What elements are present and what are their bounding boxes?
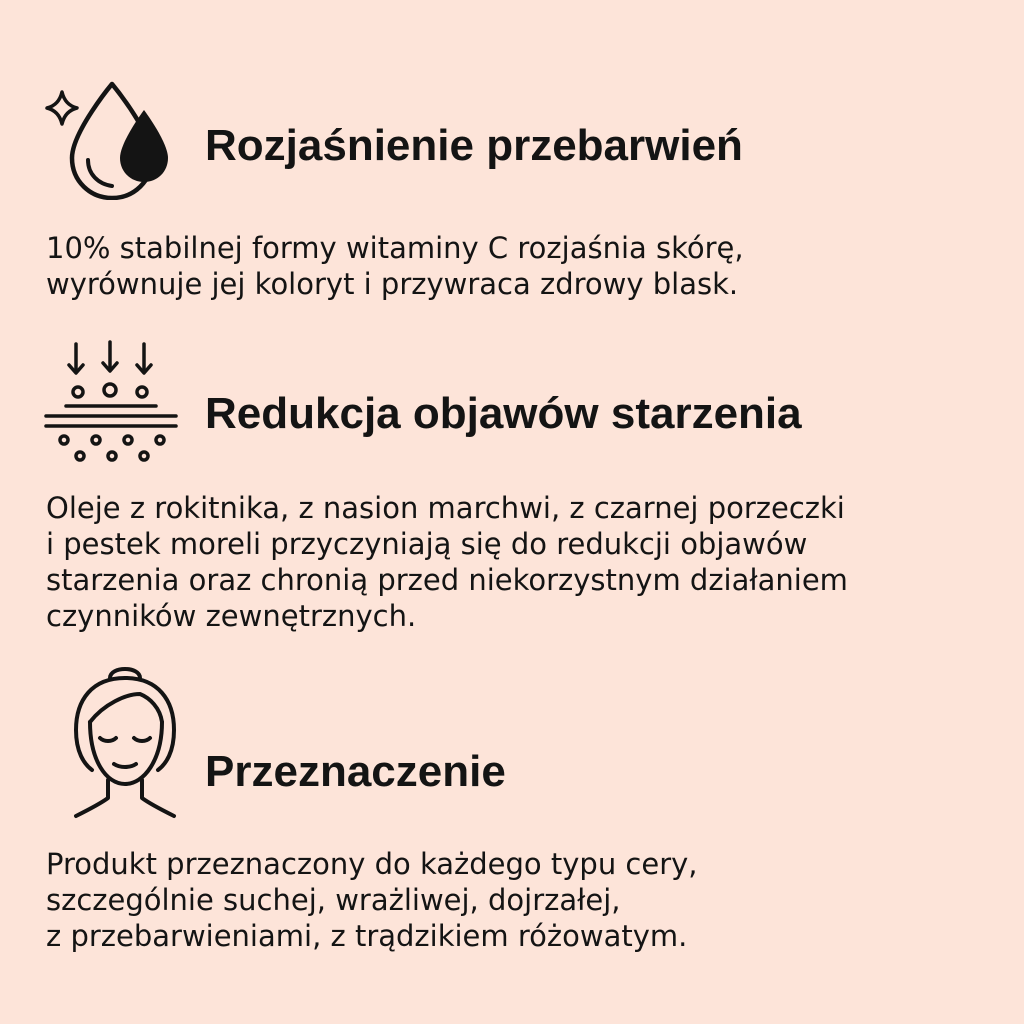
woman-face-icon (70, 660, 180, 820)
section-title-anti-aging: Redukcja objawów starzenia (205, 389, 802, 438)
text-line: i pestek moreli przyczyniają się do redukcji objawów (46, 527, 808, 561)
text-line: starzenia oraz chronią przed niekorzystnym działaniem (46, 563, 848, 597)
section-text-purpose (46, 846, 698, 954)
text-line: wyrównuje jej koloryt i przywraca zdrowy blask. (46, 267, 739, 301)
section-title-purpose: Przeznaczenie (205, 747, 506, 796)
section-text-anti-aging (46, 490, 848, 634)
section-text-brightening (46, 230, 744, 302)
text-line: szczególnie suchej, wrażliwej, dojrzałej, (46, 883, 621, 917)
text-line: z przebarwieniami, z trądzikiem różowatym. (46, 919, 688, 953)
text-line: Oleje z rokitnika, z nasion marchwi, z czarnej porzeczki (46, 491, 845, 525)
text-line: czynników zewnętrznych. (46, 599, 417, 633)
text-line: 10% stabilnej formy witaminy C rozjaśnia skórę, (46, 231, 744, 265)
droplets-sparkle-icon (44, 80, 174, 200)
section-title-brightening: Rozjaśnienie przebarwień (205, 121, 743, 170)
skin-absorption-icon (44, 338, 180, 468)
text-line: Produkt przeznaczony do każdego typu cery, (46, 847, 698, 881)
